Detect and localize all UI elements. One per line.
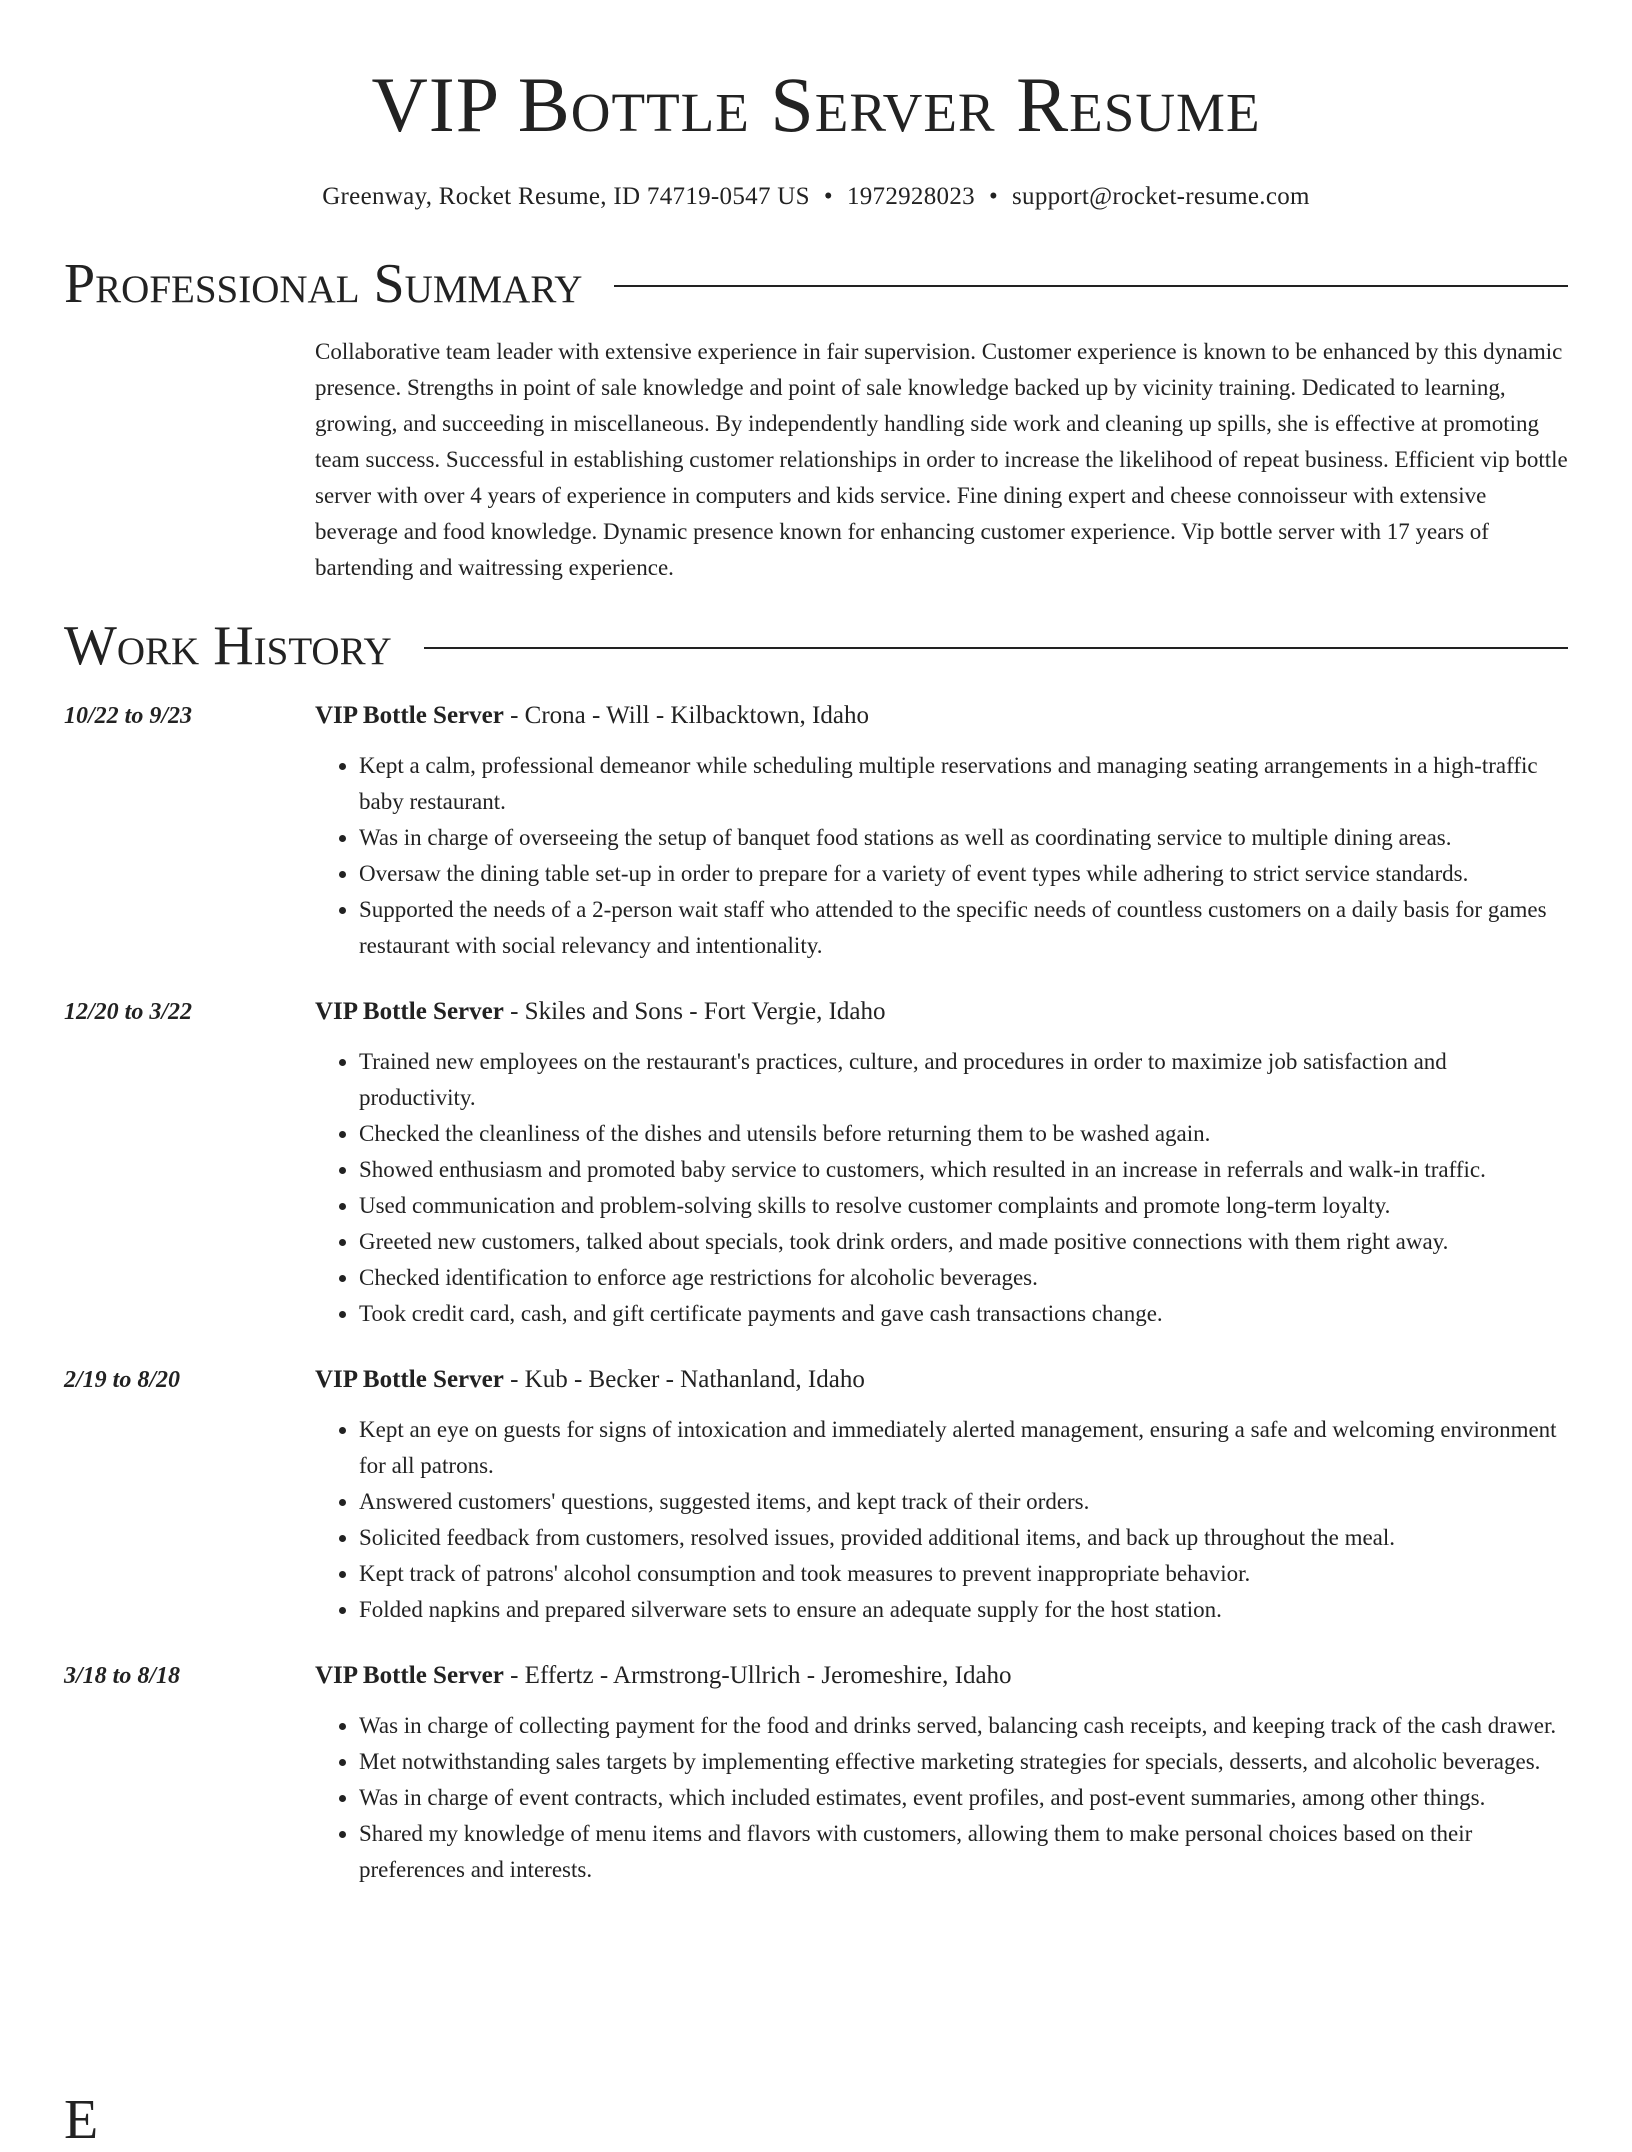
job-body [315,1362,1568,1628]
job-bullet: • Kept an eye on guests for signs of intoxication and immediately alerted management, ensuring a safe and welcoming environment for all patrons. [359,1412,1568,1484]
contact-separator: • [823,183,833,210]
job-bullet: • Was in charge of collecting payment for the food and drinks served, balancing cash receipts, and keeping track of the cash drawer. [359,1708,1568,1744]
job-bullet: • Trained new employees on the restaurant's practices, culture, and procedures in order to maximize job satisfaction and productivity. [359,1044,1568,1116]
job-bullet: • Answered customers' questions, suggested items, and kept track of their orders. [359,1484,1568,1520]
job-bullet: • Kept track of patrons' alcohol consumption and took measures to prevent inappropriate behavior. [359,1556,1568,1592]
section-divider [424,647,1568,649]
job-bullet: • Shared my knowledge of menu items and flavors with customers, allowing them to make personal choices based on their preferences and interests. [359,1816,1568,1888]
job-role: VIP Bottle Server [315,1662,504,1689]
job-list [64,698,1568,1888]
job-dates: 12/20 to 3/22 [64,999,193,1025]
summary-text: Collaborative team leader with extensive experience in fair supervision. Customer experience is known to be enhanced by this dynamic presence. Strengths in point of sale knowledge and point of sale knowledge backed up by vicinity training. Dedicated to learning, growing, and succeeding in miscellaneous. By independently handling side work and cleaning up spills, she is effective at promoting team success. Successful in establishing customer relationships in order to increase the likelihood of repeat business. Efficient vip bottle server with over 4 years of experience in computers and kids service. Fine dining expert and cheese connoisseur with extensive beverage and food knowledge. Dynamic presence known for enhancing customer experience. Vip bottle server with 17 years of bartending and waitressing experience. [315,339,1568,580]
contact-line [64,180,1568,214]
job-bullet: • Solicited feedback from customers, resolved issues, provided additional items, and back up throughout the meal. [359,1520,1568,1556]
section-title-work-history: Work History [64,615,392,677]
job-heading [315,1658,1568,1694]
job-employer-location: - Effertz - Armstrong-Ullrich - Jeromeshire, Idaho [503,1662,1012,1689]
job-bullet-list [315,1708,1568,1888]
job-heading [315,994,1568,1030]
resume-title: VIP Bottle Server Resume [371,61,1261,148]
section-title-next: E [64,2089,99,2151]
job-role: VIP Bottle Server [315,1366,504,1393]
job-role: VIP Bottle Server [315,702,504,729]
job-heading [315,698,1568,734]
job-dates: 3/18 to 8/18 [64,1663,181,1689]
job-bullet: • Took credit card, cash, and gift certificate payments and gave cash transactions change. [359,1296,1568,1332]
contact-phone: 1972928023 [846,183,975,210]
job-dates: 10/22 to 9/23 [64,703,193,729]
job-entry [64,698,1568,964]
job-bullet: • Checked identification to enforce age restrictions for alcoholic beverages. [359,1260,1568,1296]
job-bullet-list [315,1044,1568,1332]
job-employer-location: - Skiles and Sons - Fort Vergie, Idaho [503,998,886,1025]
job-bullet: • Used communication and problem-solving skills to resolve customer complaints and promote long-term loyalty. [359,1188,1568,1224]
section-divider [614,285,1568,287]
job-dates: 2/19 to 8/20 [64,1367,181,1393]
job-bullet-list [315,1412,1568,1628]
job-bullet: • Met notwithstanding sales targets by implementing effective marketing strategies for specials, desserts, and alcoholic beverages. [359,1744,1568,1780]
job-bullet: • Was in charge of overseeing the setup of banquet food stations as well as coordinating service to multiple dining areas. [359,820,1568,856]
job-bullet: • Folded napkins and prepared silverware sets to ensure an adequate supply for the host station. [359,1592,1568,1628]
job-heading [315,1362,1568,1398]
job-entry [64,1362,1568,1628]
resume-page [64,0,1568,1888]
job-bullet: • Kept a calm, professional demeanor while scheduling multiple reservations and managing seating arrangements in a high-traffic baby restaurant. [359,748,1568,820]
job-entry [64,1658,1568,1888]
section-header-summary [64,252,1568,316]
job-employer-location: - Kub - Becker - Nathanland, Idaho [503,1366,865,1393]
job-bullet: • Supported the needs of a 2-person wait staff who attended to the specific needs of countless customers on a daily basis for games restaurant with social relevancy and intentionality. [359,892,1568,964]
job-role: VIP Bottle Server [315,998,504,1025]
job-bullet: • Greeted new customers, talked about specials, took drink orders, and made positive connections with them right away. [359,1224,1568,1260]
job-body [315,994,1568,1332]
job-body [315,1658,1568,1888]
job-body [315,698,1568,964]
job-bullet: • Oversaw the dining table set-up in order to prepare for a variety of event types while adhering to strict service standards. [359,856,1568,892]
job-bullet: • Showed enthusiasm and promoted baby service to customers, which resulted in an increase in referrals and walk-in traffic. [359,1152,1568,1188]
job-bullet-list [315,748,1568,964]
section-header-work-history [64,614,1568,678]
job-bullet: • Was in charge of event contracts, which included estimates, event profiles, and post-event summaries, among other things. [359,1780,1568,1816]
job-bullet: • Checked the cleanliness of the dishes and utensils before returning them to be washed again. [359,1116,1568,1152]
section-title-summary: Professional Summary [64,253,583,315]
contact-email: support@rocket-resume.com [1012,183,1310,210]
contact-separator: • [988,183,998,210]
contact-address: Greenway, Rocket Resume, ID 74719-0547 US [322,183,810,210]
job-employer-location: - Crona - Will - Kilbacktown, Idaho [503,702,869,729]
job-entry [64,994,1568,1332]
